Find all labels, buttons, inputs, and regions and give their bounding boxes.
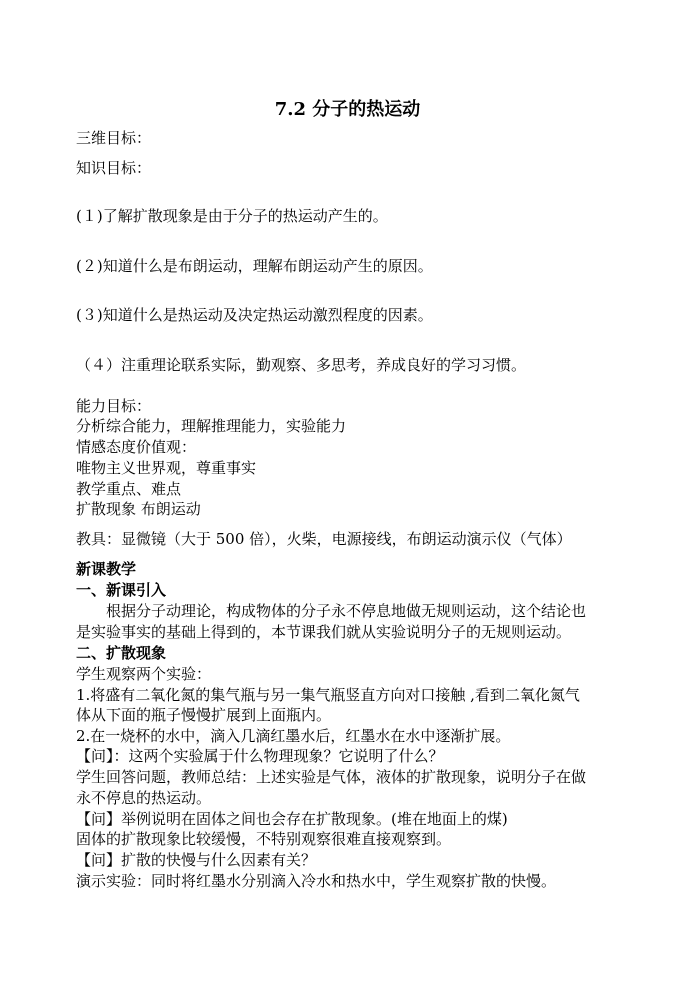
question-3: 【问】扩散的快慢与什么因素有关？ (76, 851, 317, 869)
lesson-heading: 新课教学 (76, 560, 137, 578)
key-points-heading: 教学重点、难点 (76, 480, 182, 498)
answer-line-1: 学生回答问题，教师总结：上述实验是气体，液体的扩散现象，说明分子在做 (76, 768, 587, 786)
demo-text: 演示实验：同时将红墨水分别滴入冷水和热水中，学生观察扩散的快慢。 (76, 872, 557, 890)
section2-line-1: 学生观察两个实验： (76, 665, 212, 683)
section2-title: 二、扩散现象 (76, 644, 167, 662)
section2-line-3: 体从下面的瓶子慢慢扩展到上面瓶内。 (76, 706, 332, 724)
key-points-text: 扩散现象 布朗运动 (76, 500, 201, 518)
section1-line-1: 根据分子动理论，构成物体的分子永不停息地做无规则运动，这个结论也 (106, 602, 587, 620)
question-1: 【问】：这两个实验属于什么物理现象？它说明了什么？ (76, 747, 444, 765)
section1-line-2: 是实验事实的基础上得到的，本节课我们就从实验说明分子的无规则运动。 (76, 623, 572, 641)
knowledge-heading: 知识目标： (76, 159, 152, 177)
question-2: 【问】举例说明在固体之间也会存在扩散现象。(堆在地面上的煤) (76, 810, 508, 828)
knowledge-item-4: （４）注重理论联系实际，勤观察、多思考，养成良好的学习习惯。 (76, 356, 527, 374)
section2-line-4: 2.在一烧杯的水中，滴入几滴红墨水后，红墨水在水中逐渐扩展。 (76, 727, 511, 745)
solid-diffusion-text: 固体的扩散现象比较缓慢，不特别观察很难直接观察到。 (76, 830, 452, 848)
answer-line-2: 永不停息的热运动。 (76, 789, 212, 807)
tools-text: 教具：显微镜（大于 500 倍），火柴，电源接线，布朗运动演示仪（气体） (76, 530, 572, 548)
ability-text: 分析综合能力，理解推理能力，实验能力 (76, 417, 347, 435)
knowledge-item-3: (３)知道什么是热运动及决定热运动激烈程度的因素。 (76, 306, 433, 324)
section2-line-2: 1.将盛有二氧化氮的集气瓶与另一集气瓶竖直方向对口接触 ,看到二氧化氮气 (76, 686, 580, 704)
section1-title: 一、新课引入 (76, 581, 167, 599)
emotion-text: 唯物主义世界观，尊重事实 (76, 459, 257, 477)
objectives-heading: 三维目标： (76, 129, 152, 147)
knowledge-item-1: (１)了解扩散现象是由于分子的热运动产生的。 (76, 207, 388, 225)
emotion-heading: 情感态度价值观： (76, 438, 197, 456)
knowledge-item-2: (２)知道什么是布朗运动，理解布朗运动产生的原因。 (76, 257, 433, 275)
page-title: 7.2 分子的热运动 (274, 99, 421, 120)
ability-heading: 能力目标： (76, 397, 152, 415)
